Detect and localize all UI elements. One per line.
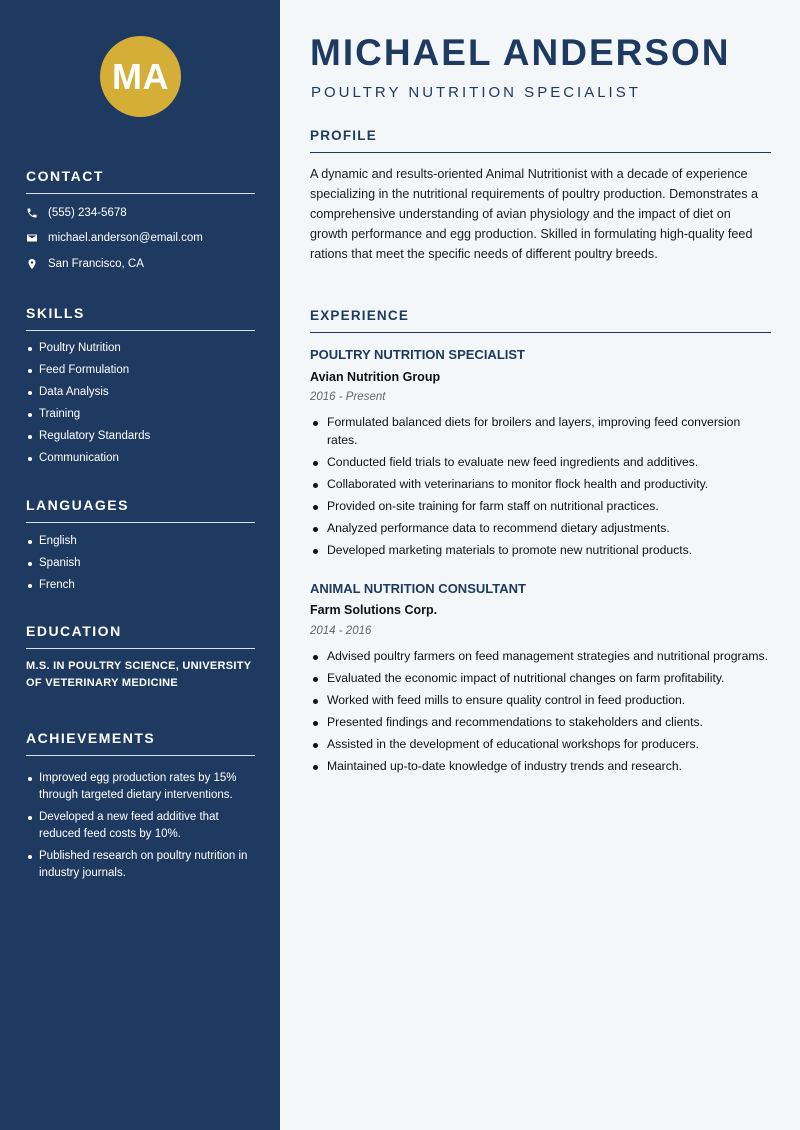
education-title: EDUCATION [26, 623, 122, 639]
job-bullet: Presented findings and recommendations to stakeholders and clients. [310, 714, 772, 732]
education-degree: M.S. IN POULTRY SCIENCE, UNIVERSITY OF VETERINARY MEDICINE [26, 660, 252, 689]
achievements-title: ACHIEVEMENTS [26, 730, 156, 746]
achievement-item: Published research on poultry nutrition in industry journals. [26, 848, 255, 882]
skills-divider [26, 330, 255, 331]
skills-list [26, 340, 255, 472]
job-bullet: Maintained up-to-date knowledge of industry trends and research. [310, 758, 772, 776]
job-bullet: Assisted in the development of educational workshops for producers. [310, 736, 772, 754]
language-item: English [26, 533, 255, 550]
experience-divider [310, 332, 771, 333]
location-text: San Francisco, CA [48, 258, 144, 270]
education-section [26, 623, 255, 689]
job-bullet: Worked with feed mills to ensure quality control in feed production. [310, 692, 772, 710]
job-company: Avian Nutrition Group [310, 370, 441, 384]
contact-section [26, 168, 255, 270]
skill-item: Feed Formulation [26, 362, 255, 379]
phone-icon [26, 207, 38, 219]
avatar: MA [100, 36, 181, 117]
phone-text[interactable]: (555) 234-5678 [48, 207, 127, 219]
job-bullets [310, 414, 772, 564]
education-divider [26, 648, 255, 649]
candidate-name: MICHAEL ANDERSON [310, 32, 731, 73]
achievements-section [26, 730, 255, 879]
language-item: French [26, 577, 255, 594]
contact-title: CONTACT [26, 168, 104, 184]
job-company: Farm Solutions Corp. [310, 603, 438, 617]
languages-title: LANGUAGES [26, 497, 129, 513]
profile-title: PROFILE [310, 128, 377, 143]
job-bullet: Collaborated with veterinarians to monitor flock health and productivity. [310, 476, 772, 494]
email-text[interactable]: michael.anderson@email.com [48, 232, 203, 244]
languages-section [26, 497, 255, 591]
profile-divider [310, 152, 771, 153]
skill-item: Regulatory Standards [26, 428, 255, 445]
job-bullet: Evaluated the economic impact of nutritional changes on farm profitability. [310, 670, 772, 688]
contact-email [26, 231, 203, 245]
skills-title: SKILLS [26, 305, 85, 321]
achievement-item: Developed a new feed additive that reduced feed costs by 10%. [26, 809, 255, 843]
languages-list [26, 533, 255, 599]
envelope-icon [26, 232, 38, 244]
skill-item: Training [26, 406, 255, 423]
candidate-role: POULTRY NUTRITION SPECIALIST [311, 84, 641, 101]
achievements-divider [26, 755, 255, 756]
job-bullet: Developed marketing materials to promote new nutritional products. [310, 542, 772, 560]
job-bullets [310, 648, 772, 780]
achievement-item: Improved egg production rates by 15% through targeted dietary interventions. [26, 770, 255, 804]
contact-divider [26, 193, 255, 194]
job-bullet: Advised poultry farmers on feed management strategies and nutritional programs. [310, 648, 772, 666]
skills-section [26, 305, 255, 464]
job-dates: 2014 - 2016 [310, 625, 372, 637]
languages-divider [26, 522, 255, 523]
profile-text: A dynamic and results-oriented Animal Nutritionist with a decade of experience specializing in the nutritional requirements of poultry production. Demonstrates a comprehensive understanding of avian physiology and the impact of diet on growth performance and egg production. Skilled in formulating high-quality feed rations that meet the specific needs of different poultry breeds. [310, 167, 759, 261]
skill-item: Communication [26, 450, 255, 467]
skill-item: Poultry Nutrition [26, 340, 255, 357]
job-bullet: Formulated balanced diets for broilers and layers, improving feed conversion rates. [310, 414, 772, 449]
contact-location [26, 257, 144, 271]
job-bullet: Analyzed performance data to recommend dietary adjustments. [310, 520, 772, 538]
achievements-list [26, 770, 255, 887]
job-title: ANIMAL NUTRITION CONSULTANT [310, 581, 526, 596]
sidebar [0, 0, 280, 1130]
language-item: Spanish [26, 555, 255, 572]
map-pin-icon [26, 258, 38, 270]
main-content [280, 0, 800, 1130]
experience-title: EXPERIENCE [310, 308, 410, 323]
job-bullet: Provided on-site training for farm staff on nutritional practices. [310, 498, 772, 516]
job-bullet: Conducted field trials to evaluate new feed ingredients and additives. [310, 454, 772, 472]
job-title: POULTRY NUTRITION SPECIALIST [310, 347, 525, 362]
job-dates: 2016 - Present [310, 391, 386, 403]
skill-item: Data Analysis [26, 384, 255, 401]
contact-phone [26, 206, 127, 220]
